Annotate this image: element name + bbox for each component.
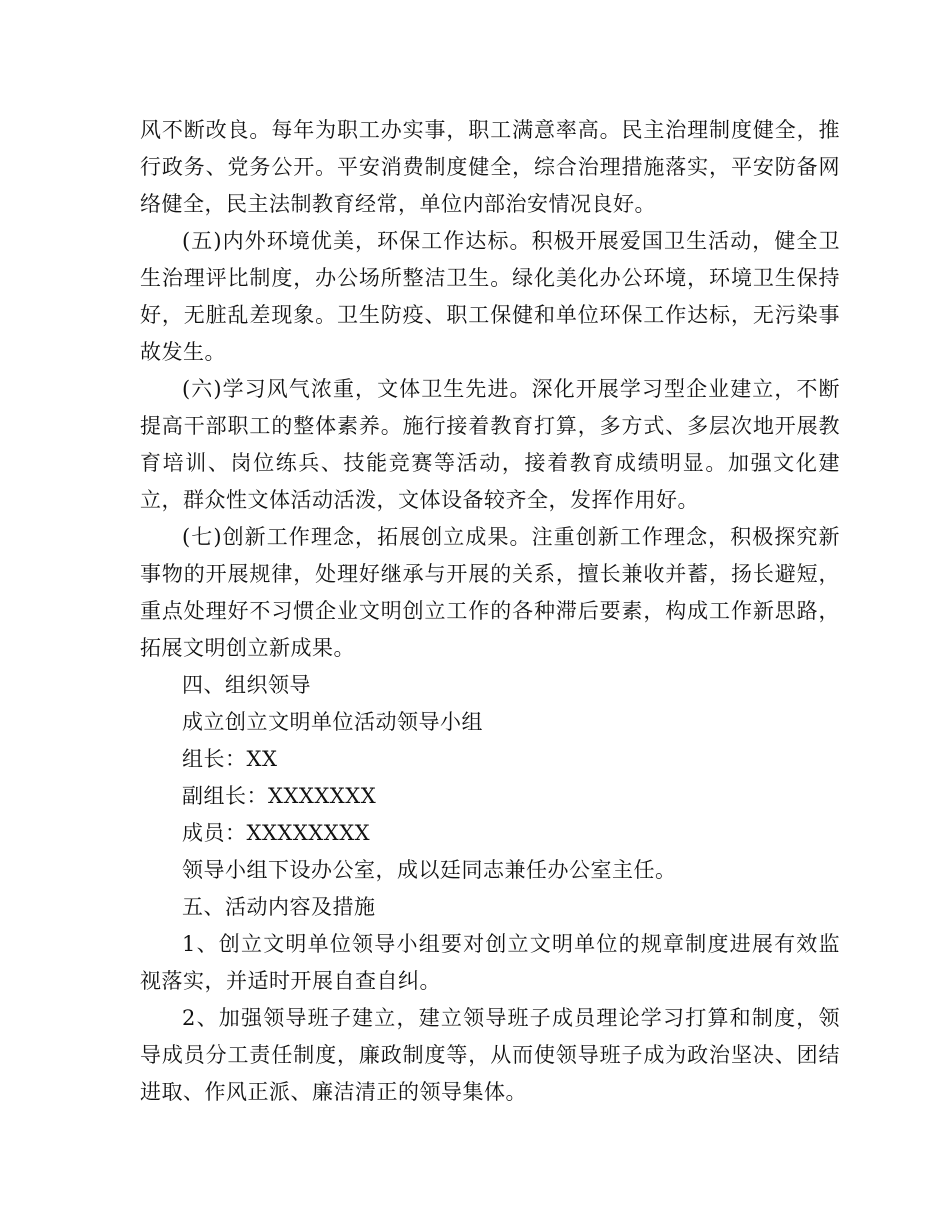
section-heading-activities: 五、活动内容及措施: [182, 895, 376, 919]
deputy-leader-line: 副组长：XXXXXXX: [182, 784, 377, 808]
members-line: 成员：XXXXXXXX: [182, 821, 371, 845]
paragraph-leading-group: 成立创立文明单位活动领导小组: [182, 710, 483, 734]
paragraph-learning: (六)学习风气浓重，文体卫生先进。深化开展学习型企业建立，不断提高干部职工的整体素养。施行接着教育打算，多方式、多层次地开展教育培训、岗位练兵、技能竞赛等活动，接着教育成绩明显。加强文化建立，群众性文体活动活泼，文体设备较齐全，发挥作用好。: [140, 377, 840, 512]
group-leader-line: 组长：XX: [182, 747, 278, 771]
paragraph-continuation: 风不断改良。每年为职工办实事，职工满意率高。民主治理制度健全，推行政务、党务公开。平安消费制度健全，综合治理措施落实，平安防备网络健全，民主法制教育经常，单位内部治安情况良好。: [140, 118, 840, 216]
list-item-1: 1、创立文明单位领导小组要对创立文明单位的规章制度进展有效监视落实，并适时开展自查自纠。: [140, 932, 840, 993]
paragraph-office: 领导小组下设办公室，成以廷同志兼任办公室主任。: [182, 858, 677, 882]
section-heading-organization: 四、组织领导: [182, 673, 311, 697]
document-body: [140, 112, 840, 1111]
paragraph-environment: (五)内外环境优美，环保工作达标。积极开展爱国卫生活动，健全卫生治理评比制度，办公场所整洁卫生。绿化美化办公环境，环境卫生保持好，无脏乱差现象。卫生防疫、职工保健和单位环保工作达标，无污染事故发生。: [140, 229, 840, 364]
paragraph-innovation: (七)创新工作理念，拓展创立成果。注重创新工作理念，积极探究新事物的开展规律，处理好继承与开展的关系，擅长兼收并蓄，扬长避短，重点处理好不习惯企业文明创立工作的各种滞后要素，构成工作新思路，拓展文明创立新成果。: [140, 525, 840, 660]
list-item-2: 2、加强领导班子建立，建立领导班子成员理论学习打算和制度，领导成员分工责任制度，廉政制度等，从而使领导班子成为政治坚决、团结进取、作风正派、廉洁清正的领导集体。: [140, 1006, 840, 1104]
